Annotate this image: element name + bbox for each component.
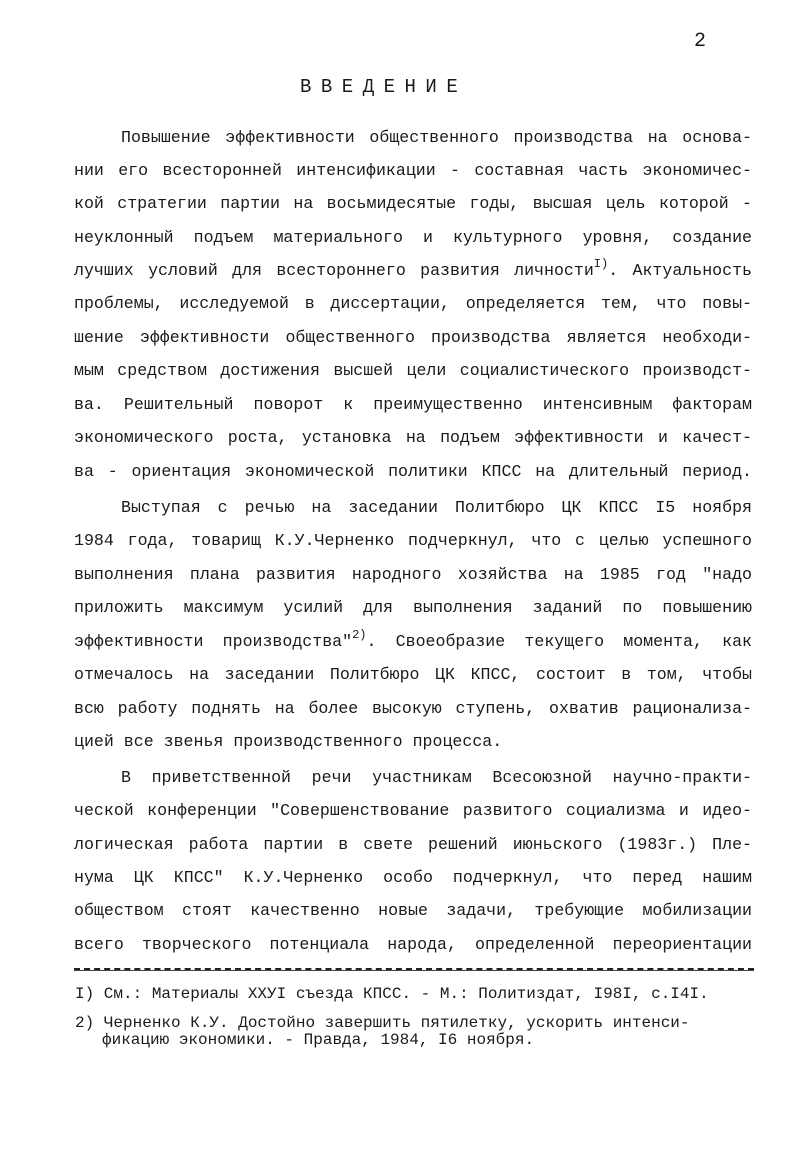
text-line bbox=[74, 226, 752, 250]
text-segment: Выступая с речью на заседании Политбюро ЦК КПСС I5 ноября bbox=[121, 498, 752, 517]
text-segment: ческой конференции "Совершенствование развитого социализма и идео- bbox=[74, 801, 752, 820]
text-line bbox=[74, 460, 752, 484]
footnote-ref: I) bbox=[593, 257, 609, 271]
text-line bbox=[74, 159, 752, 183]
text-segment: логическая работа партии в свете решений июньского (1983г.) Пле- bbox=[74, 835, 752, 854]
text-line bbox=[74, 192, 752, 216]
text-segment: проблемы, исследуемой в диссертации, определяется тем, что повы- bbox=[74, 294, 752, 313]
text-segment: эффективности производства" bbox=[74, 632, 353, 651]
text-segment: мым средством достижения высшей цели социалистического производст- bbox=[74, 361, 752, 380]
text-segment: 1984 года, товарищ К.У.Черненко подчеркнул, что с целью успешного bbox=[74, 531, 752, 550]
text-segment: обществом стоят качественно новые задачи, требующие мобилизации bbox=[74, 901, 752, 920]
text-segment: Повышение эффективности общественного производства на основа- bbox=[121, 128, 752, 147]
text-segment: . Актуальность bbox=[608, 261, 752, 280]
text-segment: В приветственной речи участникам Всесоюзной научно-практи- bbox=[121, 768, 752, 787]
text-line bbox=[74, 563, 752, 587]
text-line bbox=[74, 833, 752, 857]
text-line bbox=[74, 359, 752, 383]
text-segment: отмечалось на заседании Политбюро ЦК КПСС, состоит в том, чтобы bbox=[74, 665, 752, 684]
text-segment: . Своеобразие текущего момента, как bbox=[366, 632, 752, 651]
text-line bbox=[74, 899, 752, 923]
text-line bbox=[74, 933, 752, 957]
text-segment: шение эффективности общественного производства является необходи- bbox=[74, 328, 752, 347]
text-line bbox=[74, 426, 752, 450]
text-segment: кой стратегии партии на восьмидесятые годы, высшая цель которой - bbox=[74, 194, 752, 213]
text-segment: лучших условий для всестороннего развития личности bbox=[74, 261, 594, 280]
text-segment: приложить максимум усилий для выполнения заданий по повышению bbox=[74, 598, 752, 617]
section-title: ВВЕДЕНИЕ bbox=[300, 76, 468, 98]
text-segment: всю работу поднять на более высокую ступень, охватив рационализа- bbox=[74, 699, 752, 718]
footnote-line: 2) Черненко К.У. Достойно завершить пятилетку, ускорить интенси- bbox=[75, 1014, 690, 1032]
text-line bbox=[74, 393, 752, 417]
text-segment: ва. Решительный поворот к преимущественно интенсивным факторам bbox=[74, 395, 752, 414]
text-line bbox=[74, 730, 752, 754]
text-segment: нии его всесторонней интенсификации - составная часть экономичес- bbox=[74, 161, 752, 180]
text-line bbox=[74, 866, 752, 890]
text-line bbox=[74, 630, 752, 654]
text-segment: всего творческого потенциала народа, определенной переориентации bbox=[74, 935, 752, 954]
text-line bbox=[121, 496, 752, 520]
text-line bbox=[74, 799, 752, 823]
text-segment: выполнения плана развития народного хозяйства на 1985 год "надо bbox=[74, 565, 752, 584]
text-line bbox=[74, 596, 752, 620]
text-segment: нума ЦК КПСС" К.У.Черненко особо подчеркнул, что перед нашим bbox=[74, 868, 752, 887]
text-line bbox=[74, 663, 752, 687]
text-line bbox=[74, 529, 752, 553]
text-line bbox=[121, 766, 752, 790]
footnote-ref: 2) bbox=[352, 628, 367, 642]
text-line bbox=[121, 126, 752, 150]
footnote-line: фикацию экономики. - Правда, 1984, I6 ноября. bbox=[102, 1031, 535, 1049]
page-number: 2 bbox=[694, 30, 707, 53]
text-line bbox=[74, 259, 752, 283]
footnote-divider bbox=[74, 968, 754, 971]
text-segment: цией все звенья производственного процесса. bbox=[74, 732, 503, 751]
text-line bbox=[74, 292, 752, 316]
text-segment: экономического роста, установка на подъем эффективности и качест- bbox=[74, 428, 752, 447]
text-segment: неуклонный подъем материального и культурного уровня, создание bbox=[74, 228, 752, 247]
text-segment: ва - ориентация экономической политики КПСС на длительный период. bbox=[74, 462, 752, 481]
footnote-line: I) См.: Материалы XXУI съезда КПСС. - М.: Политиздат, I98I, с.I4I. bbox=[75, 985, 709, 1003]
text-line bbox=[74, 697, 752, 721]
text-line bbox=[74, 326, 752, 350]
